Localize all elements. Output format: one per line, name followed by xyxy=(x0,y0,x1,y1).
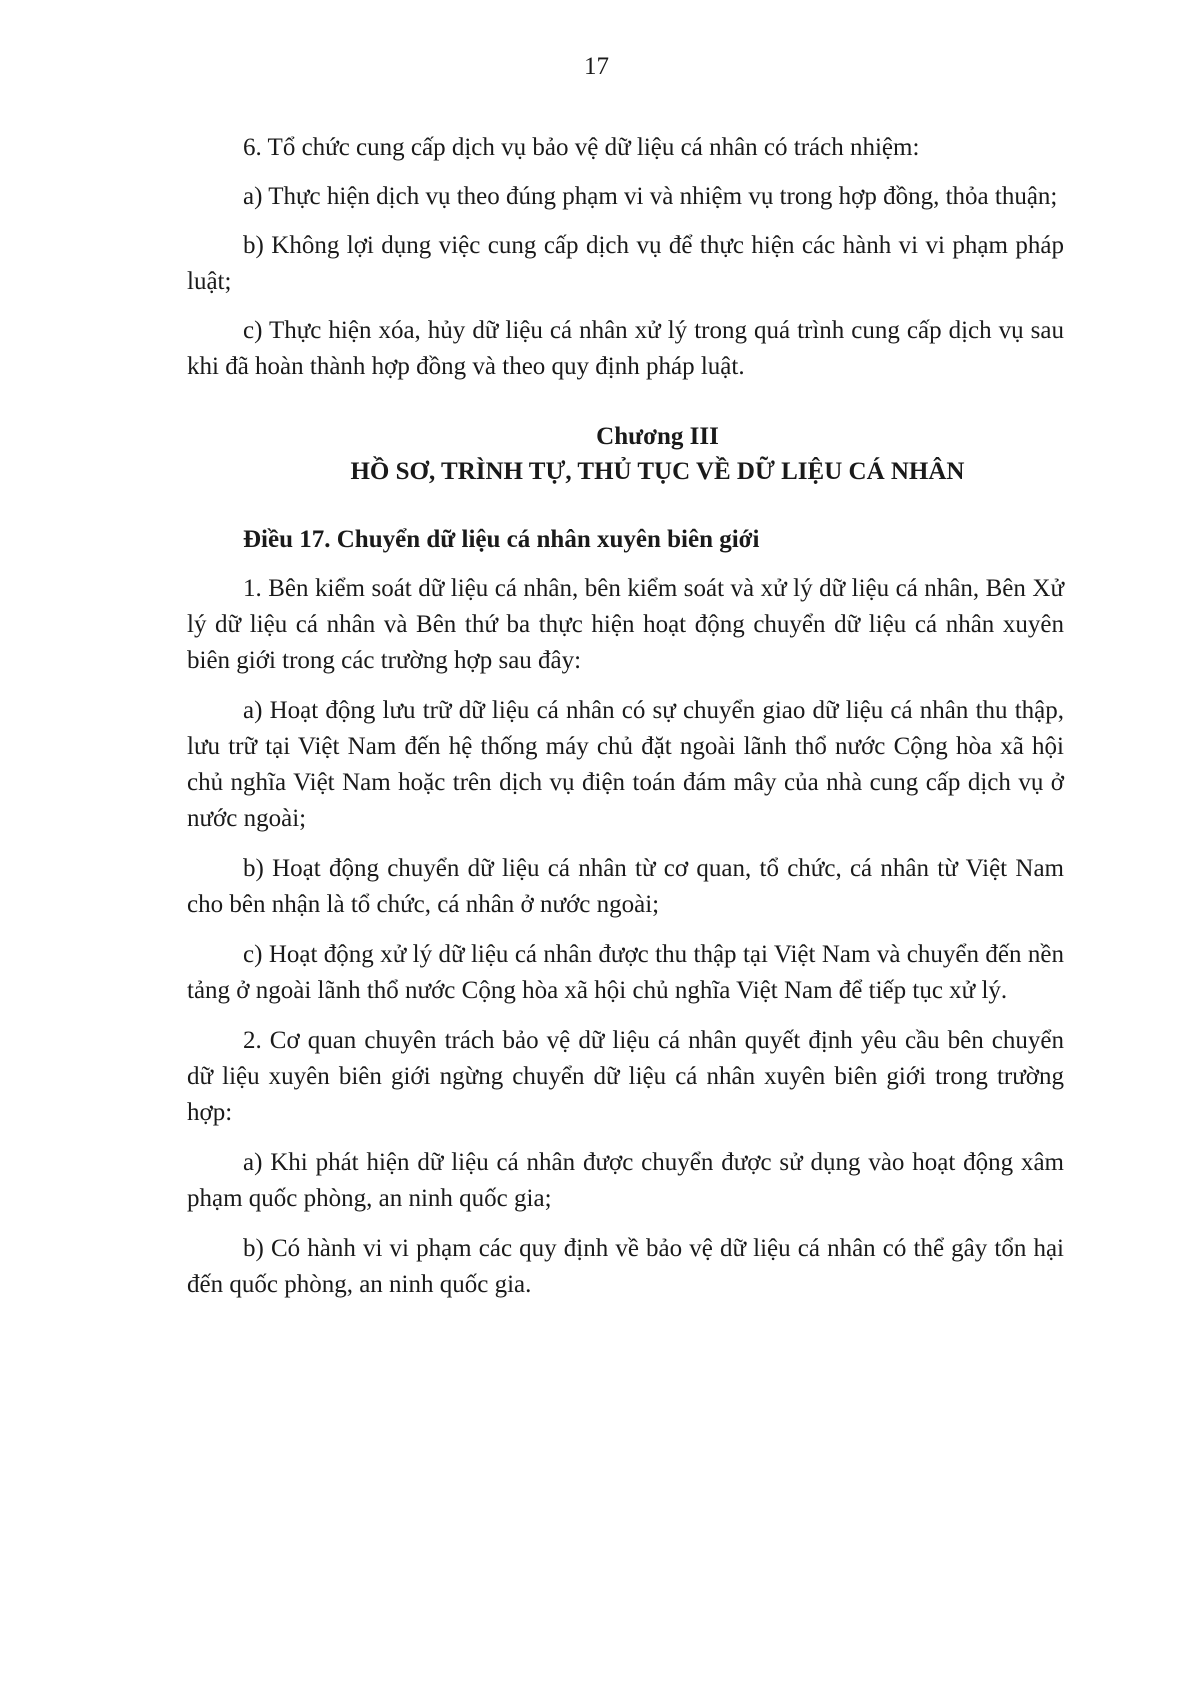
document-body xyxy=(187,130,1064,1303)
article-clause-2b: b) Có hành vi vi phạm các quy định về bảo vệ dữ liệu cá nhân có thể gây tổn hại đến quốc phòng, an ninh quốc gia. xyxy=(187,1235,1064,1298)
clause-6a: a) Thực hiện dịch vụ theo đúng phạm vi và nhiệm vụ trong hợp đồng, thỏa thuận; xyxy=(243,183,1058,210)
chapter-heading xyxy=(187,419,1064,489)
article-clause-1c: c) Hoạt động xử lý dữ liệu cá nhân được thu thập tại Việt Nam và chuyển đến nền tảng ở ngoài lãnh thổ nước Cộng hòa xã hội chủ nghĩa Việt Nam để tiếp tục xử lý. xyxy=(187,941,1064,1004)
article-clause-2: 2. Cơ quan chuyên trách bảo vệ dữ liệu cá nhân quyết định yêu cầu bên chuyển dữ liệu xuyên biên giới ngừng chuyển dữ liệu cá nhân xuyên biên giới trong trường hợp: xyxy=(187,1027,1064,1126)
article-clause-1a: a) Hoạt động lưu trữ dữ liệu cá nhân có sự chuyển giao dữ liệu cá nhân thu thập, lưu trữ tại Việt Nam đến hệ thống máy chủ đặt ngoài lãnh thổ nước Cộng hòa xã hội chủ nghĩa Việt Nam hoặc trên dịch vụ điện toán đám mây của nhà cung cấp dịch vụ ở nước ngoài; xyxy=(187,697,1064,832)
article-clause-2a: a) Khi phát hiện dữ liệu cá nhân được chuyển được sử dụng vào hoạt động xâm phạm quốc phòng, an ninh quốc gia; xyxy=(187,1149,1064,1212)
clause-6: 6. Tổ chức cung cấp dịch vụ bảo vệ dữ liệu cá nhân có trách nhiệm: xyxy=(243,134,920,161)
chapter-label: Chương III xyxy=(596,423,719,450)
clause-6c: c) Thực hiện xóa, hủy dữ liệu cá nhân xử lý trong quá trình cung cấp dịch vụ sau khi đã hoàn thành hợp đồng và theo quy định pháp luật. xyxy=(187,317,1064,380)
article-clause-1b: b) Hoạt động chuyển dữ liệu cá nhân từ cơ quan, tổ chức, cá nhân từ Việt Nam cho bên nhận là tổ chức, cá nhân ở nước ngoài; xyxy=(187,855,1064,918)
article-title: Điều 17. Chuyển dữ liệu cá nhân xuyên biên giới xyxy=(243,526,760,553)
clause-6b: b) Không lợi dụng việc cung cấp dịch vụ để thực hiện các hành vi vi phạm pháp luật; xyxy=(187,232,1064,295)
page-number: 17 xyxy=(584,53,609,80)
article-clause-1: 1. Bên kiểm soát dữ liệu cá nhân, bên kiểm soát và xử lý dữ liệu cá nhân, Bên Xử lý dữ liệu cá nhân và Bên thứ ba thực hiện hoạt động chuyển dữ liệu cá nhân xuyên biên giới trong các trường hợp sau đây: xyxy=(187,575,1064,674)
chapter-title: HỒ SƠ, TRÌNH TỰ, THỦ TỤC VỀ DỮ LIỆU CÁ NHÂN xyxy=(350,458,965,485)
